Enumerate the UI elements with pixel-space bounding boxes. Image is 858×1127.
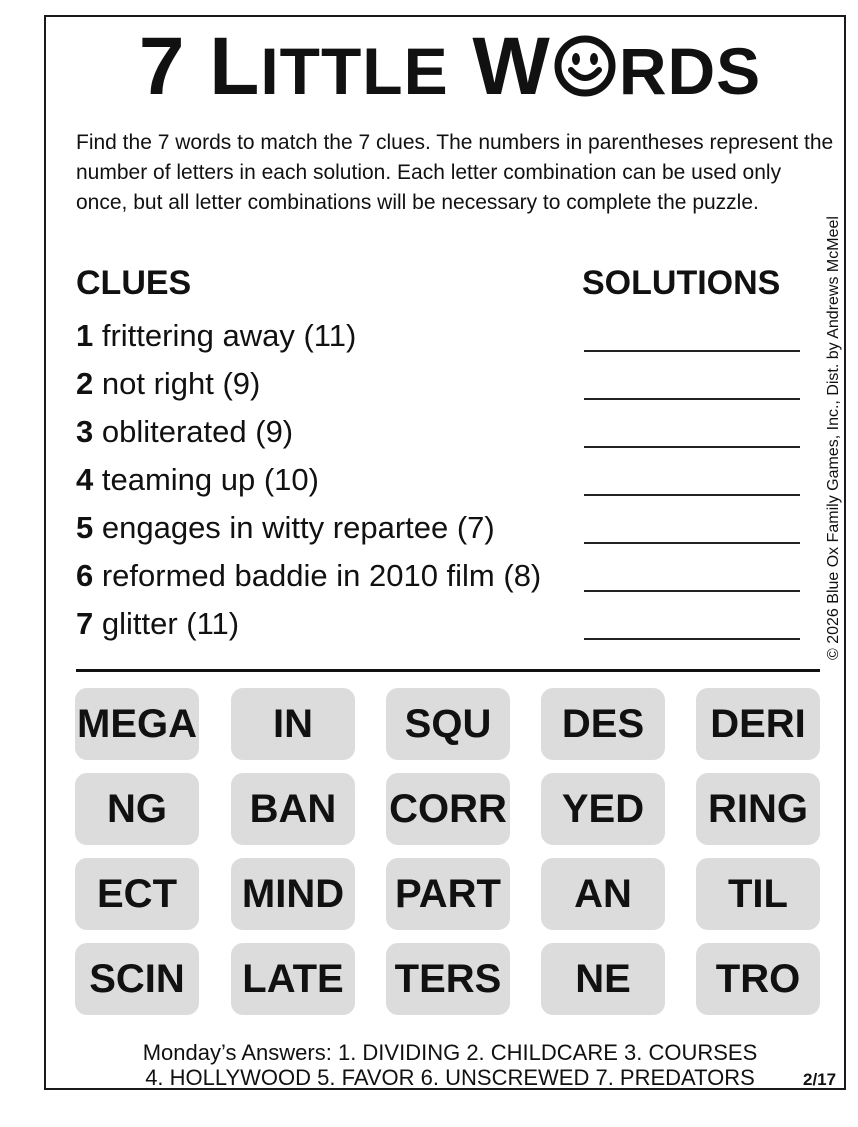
smiley-face-icon: [553, 34, 617, 98]
puzzle-title: [0, 21, 858, 112]
solution-blank-4[interactable]: [584, 494, 800, 496]
letter-tile[interactable]: TERS: [386, 943, 510, 1015]
title-little-rest: ITTLE: [260, 34, 449, 108]
title-words-rest: RDS: [618, 34, 762, 108]
clue-number: 6: [76, 558, 94, 593]
clue-1: [76, 318, 356, 354]
letter-tile[interactable]: NG: [75, 773, 199, 845]
clue-text: glitter (11): [93, 606, 240, 641]
letter-tile[interactable]: MEGA: [75, 688, 199, 760]
solutions-heading: SOLUTIONS: [582, 264, 781, 302]
clue-text: frittering away (11): [93, 318, 357, 353]
previous-answers: [0, 1040, 858, 1090]
letter-tile[interactable]: CORR: [386, 773, 510, 845]
clue-text: teaming up (10): [93, 462, 319, 497]
clue-2: [76, 366, 260, 402]
copyright-notice: © 2026 Blue Ox Family Games, Inc., Dist. by Andrews McMeel: [825, 216, 842, 660]
solution-blank-7[interactable]: [584, 638, 800, 640]
clues-heading: CLUES: [76, 264, 192, 302]
letter-tile[interactable]: SQU: [386, 688, 510, 760]
title-words-initial: W: [472, 21, 551, 112]
letter-tile[interactable]: YED: [541, 773, 665, 845]
clue-number: 1: [76, 318, 94, 353]
solution-blank-1[interactable]: [584, 350, 800, 352]
title-little-initial: L: [209, 21, 261, 112]
instructions-text: Find the 7 words to match the 7 clues. The numbers in parentheses represent the number of letters in each solution. Each letter combination can be used only once, but all letter combinations will be necessary to complete the puzzle.: [76, 131, 834, 214]
letter-tile[interactable]: RING: [696, 773, 820, 845]
clue-3: [76, 414, 293, 450]
clue-number: 4: [76, 462, 94, 497]
answers-line-1: Monday’s Answers: 1. DIVIDING 2. CHILDCARE 3. COURSES: [142, 1040, 758, 1065]
date-label: 2/17: [803, 1070, 837, 1089]
letter-tile[interactable]: AN: [541, 858, 665, 930]
clue-7: [76, 606, 239, 642]
letter-tile[interactable]: BAN: [231, 773, 355, 845]
letter-tile[interactable]: ECT: [75, 858, 199, 930]
letter-tile[interactable]: TIL: [696, 858, 820, 930]
section-divider: [76, 669, 820, 672]
solution-blank-3[interactable]: [584, 446, 800, 448]
solution-blank-2[interactable]: [584, 398, 800, 400]
clue-number: 5: [76, 510, 94, 545]
clue-4: [76, 462, 319, 498]
clue-5: [76, 510, 495, 546]
clue-text: engages in witty repartee (7): [93, 510, 495, 545]
letter-tile[interactable]: LATE: [231, 943, 355, 1015]
letter-tile[interactable]: PART: [386, 858, 510, 930]
solution-blank-6[interactable]: [584, 590, 800, 592]
clue-text: obliterated (9): [93, 414, 294, 449]
clue-text: not right (9): [93, 366, 261, 401]
letter-tile[interactable]: DES: [541, 688, 665, 760]
clue-number: 3: [76, 414, 94, 449]
letter-tile[interactable]: TRO: [696, 943, 820, 1015]
clue-6: [76, 558, 541, 594]
clue-number: 7: [76, 606, 94, 641]
clue-number: 2: [76, 366, 94, 401]
clue-text: reformed baddie in 2010 film (8): [93, 558, 542, 593]
letter-tile[interactable]: DERI: [696, 688, 820, 760]
letter-tile[interactable]: NE: [541, 943, 665, 1015]
letter-tile[interactable]: IN: [231, 688, 355, 760]
answers-line-2: 4. HOLLYWOOD 5. FAVOR 6. UNSCREWED 7. PREDATORS: [145, 1065, 755, 1090]
title-seven: 7: [138, 21, 186, 112]
solution-blank-5[interactable]: [584, 542, 800, 544]
letter-tile[interactable]: MIND: [231, 858, 355, 930]
letter-tile[interactable]: SCIN: [75, 943, 199, 1015]
